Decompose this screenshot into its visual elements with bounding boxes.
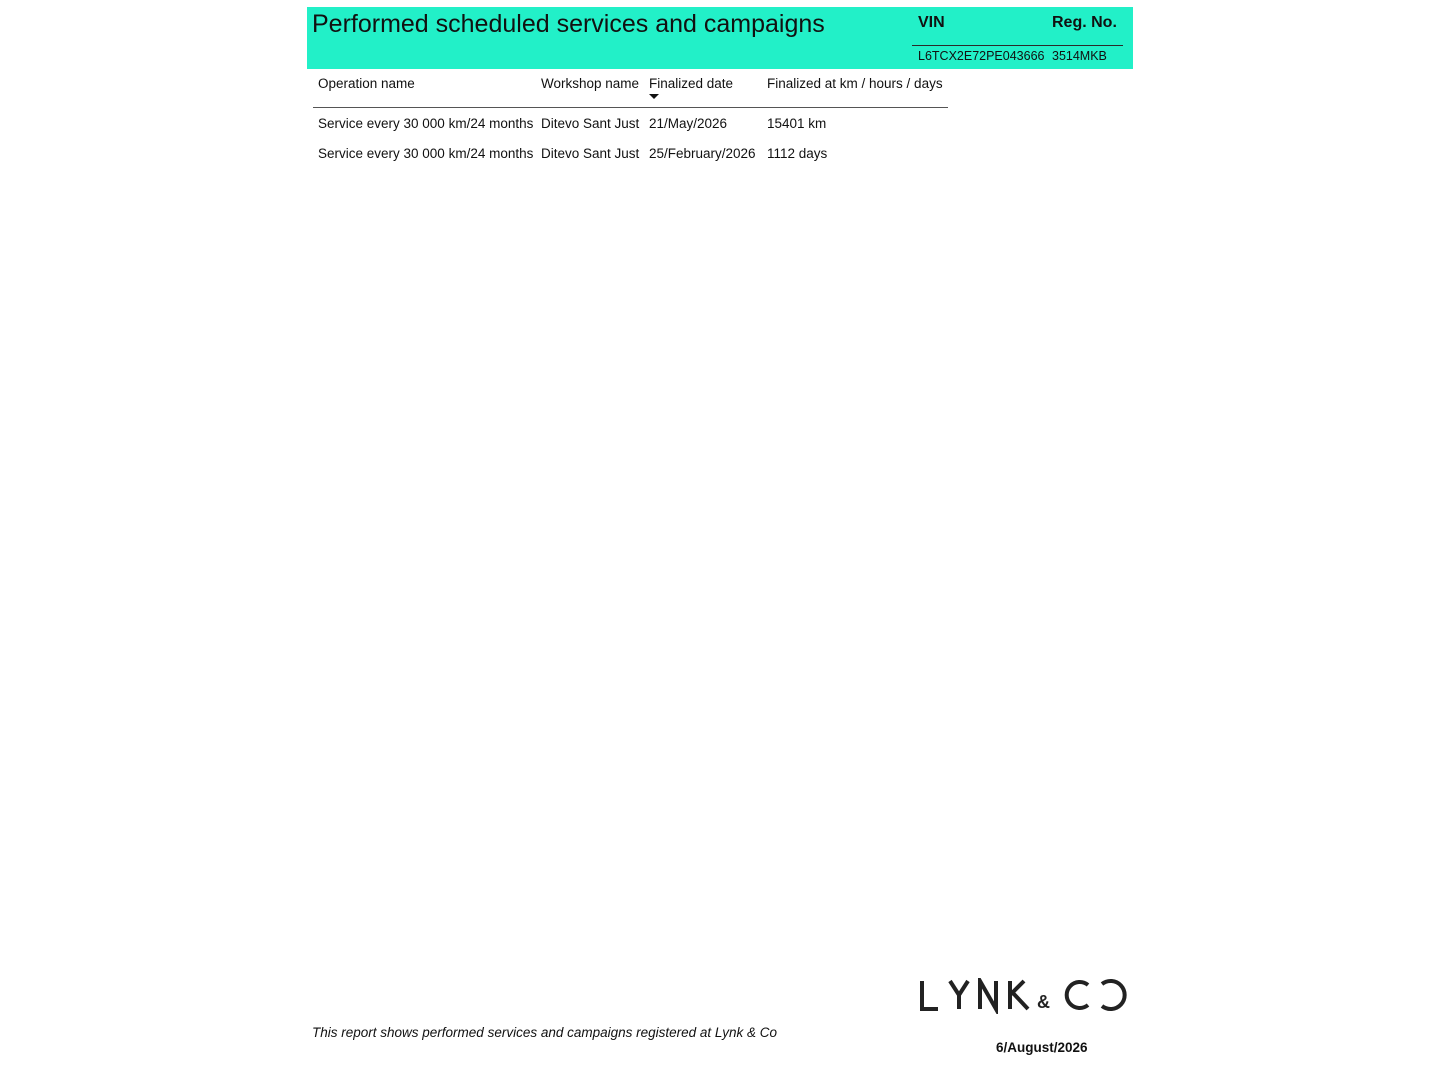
svg-text:&: & xyxy=(1037,992,1050,1012)
finalized-at-cell: 15401 km xyxy=(767,116,827,131)
operation-name-cell: Service every 30 000 km/24 months xyxy=(318,146,534,161)
table-header-divider xyxy=(313,107,948,108)
reg-number-label: Reg. No. xyxy=(1052,14,1117,31)
workshop-name-cell: Ditevo Sant Just xyxy=(541,146,640,161)
operation-name-cell: Service every 30 000 km/24 months xyxy=(318,116,534,131)
lynk-co-logo xyxy=(918,978,1130,1014)
sort-descending-icon[interactable] xyxy=(649,94,659,99)
finalized-date-cell: 21/May/2026 xyxy=(649,116,728,131)
vin-value: L6TCX2E72PE043666 xyxy=(918,49,1045,63)
finalized-at-cell: 1112 days xyxy=(767,146,828,161)
column-header-finalized-date[interactable]: Finalized date xyxy=(649,76,734,91)
vin-label: VIN xyxy=(918,14,945,31)
finalized-date-cell: 25/February/2026 xyxy=(649,146,756,161)
header-divider xyxy=(912,45,1123,46)
column-header-operation-name[interactable]: Operation name xyxy=(318,76,415,91)
footer-note: This report shows performed services and campaigns registered at Lynk & Co xyxy=(312,1025,777,1040)
column-header-workshop-name[interactable]: Workshop name xyxy=(541,76,640,91)
reg-number-value: 3514MKB xyxy=(1052,49,1107,63)
page-title: Performed scheduled services and campaigns xyxy=(312,10,825,38)
workshop-name-cell: Ditevo Sant Just xyxy=(541,116,640,131)
column-header-finalized-at[interactable]: Finalized at km / hours / days xyxy=(767,76,943,91)
report-date: 6/August/2026 xyxy=(996,1040,1088,1055)
